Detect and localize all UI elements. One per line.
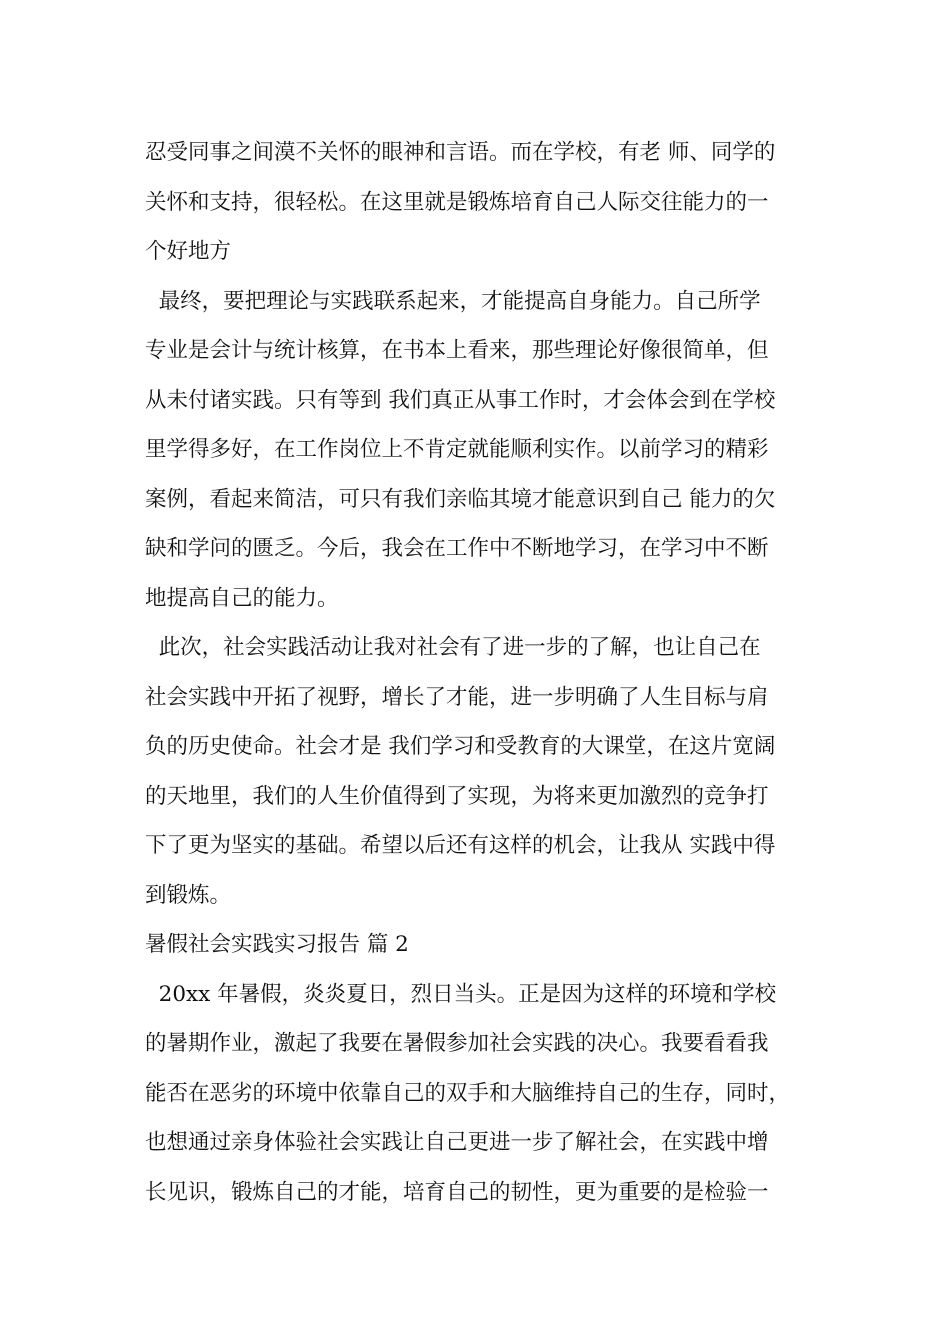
- document-body: [145, 128, 825, 1217]
- text-line: 从未付诸实践。只有等到 我们真正从事工作时，才会体会到在学校: [145, 387, 776, 413]
- text-line: 也想通过亲身体验社会实践让自己更进一步了解社会，在实践中增: [145, 1130, 769, 1155]
- text-line: 地提高自己的能力。: [145, 585, 339, 611]
- text-line: 个好地方: [145, 239, 232, 264]
- text-line: 长见识，锻炼自己的才能，培育自己的韧性，更为重要的是检验一: [145, 1179, 769, 1205]
- section-heading: 暑假社会实践实习报告 篇 2: [145, 932, 409, 957]
- text-line: 缺和学问的匮乏。今后，我会在工作中不断地学习，在学习中不断: [145, 536, 769, 561]
- text-line: 专业是会计与统计核算，在书本上看来，那些理论好像很简单，但: [145, 338, 769, 363]
- text-line: 案例，看起来简洁，可只有我们亲临其境才能意识到自己 能力的欠: [145, 486, 776, 512]
- text-line: 能否在恶劣的环境中依靠自己的双手和大脑维持自己的生存，同时，: [145, 1080, 791, 1106]
- text-line: 关怀和支持，很轻松。在这里就是锻炼培育自己人际交往能力的一: [145, 189, 769, 215]
- text-line: 此次，社会实践活动让我对社会有了进一步的了解，也让自己在: [145, 635, 761, 660]
- text-line: 负的历史使命。社会才是 我们学习和受教育的大课堂，在这片宽阔: [145, 734, 776, 759]
- text-line: 的天地里，我们的人生价值得到了实现，为将来更加激烈的竞争打: [145, 783, 769, 809]
- text-line: 最终，要把理论与实践联系起来，才能提高自身能力。自己所学: [145, 288, 761, 314]
- text-line: 下了更为坚实的基础。希望以后还有这样的机会，让我从 实践中得: [145, 833, 776, 858]
- text-line: 到锻炼。: [145, 882, 232, 908]
- text-line: 里学得多好，在工作岗位上不肯定就能顺利实作。以前学习的精彩: [145, 437, 769, 462]
- text-line: 社会实践中开拓了视野，增长了才能，进一步明确了人生目标与肩: [145, 684, 769, 710]
- text-line: 20xx 年暑假，炎炎夏日，烈日当头。正是因为这样的环境和学校: [145, 981, 777, 1007]
- text-line: 忍受同事之间漠不关怀的眼神和言语。而在学校，有老 师、同学的: [145, 140, 776, 165]
- text-line: 的暑期作业，激起了我要在暑假参加社会实践的决心。我要看看我: [145, 1031, 769, 1056]
